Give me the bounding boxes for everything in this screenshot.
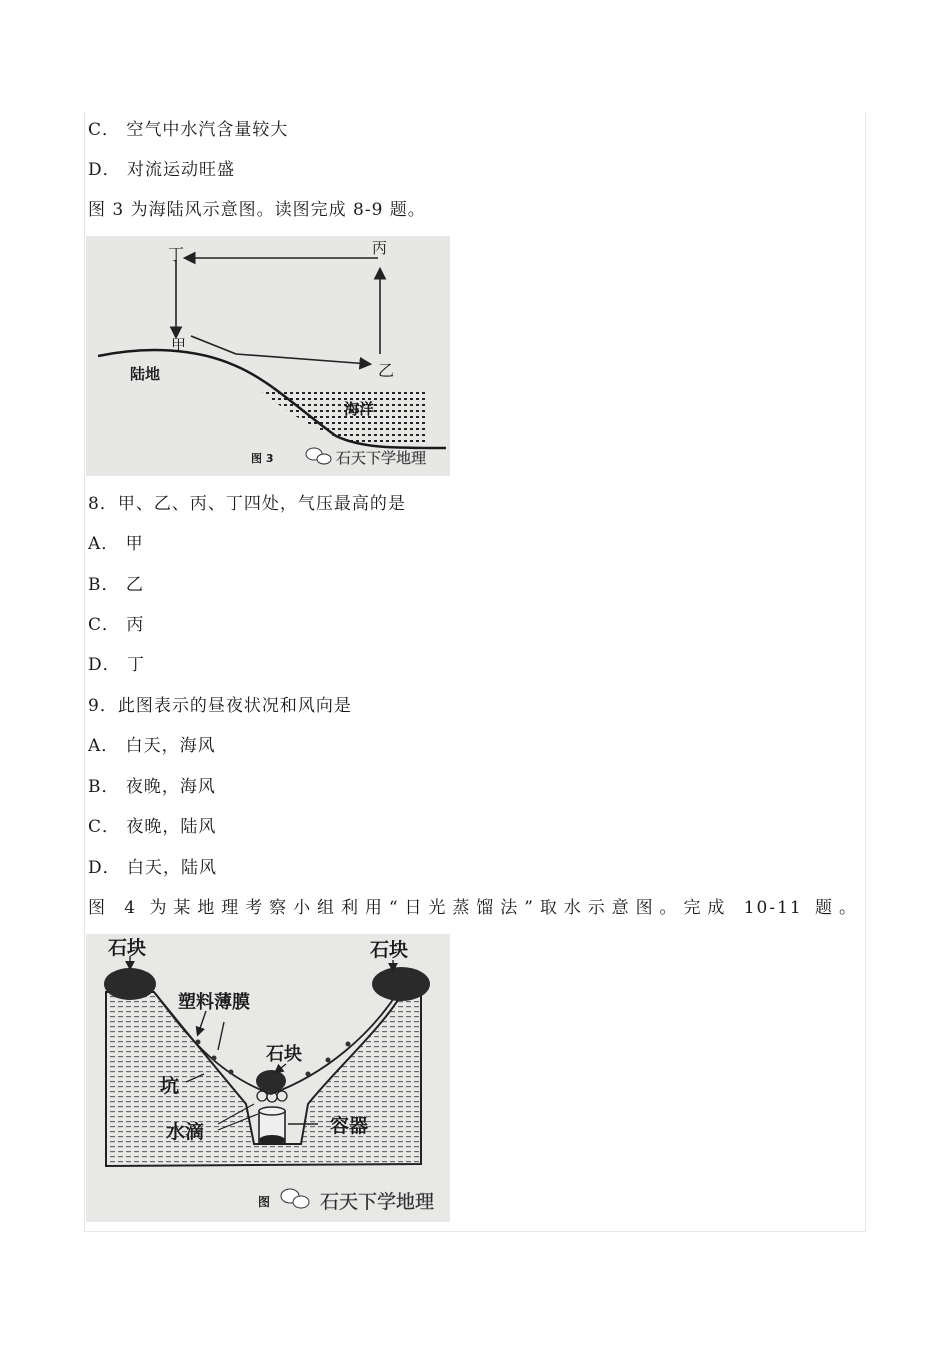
option-8b: B． 乙: [88, 575, 144, 595]
option-9b: B． 夜晚，海风: [88, 777, 216, 797]
figure4-caption: 图: [258, 1195, 271, 1209]
label-jia: 甲: [171, 336, 187, 354]
question-9: 9．此图表示的昼夜状况和风向是: [88, 696, 352, 716]
option-7d: D． 对流运动旺盛: [88, 160, 236, 180]
label-yi: 乙: [378, 361, 395, 380]
label-ocean: 海洋: [344, 400, 375, 418]
label-container: 容器: [330, 1115, 369, 1137]
question-8: 8．甲、乙、丙、丁四处，气压最高的是: [88, 494, 406, 514]
label-bing: 丙: [372, 239, 388, 257]
figure-4-solar-distillation: [86, 934, 450, 1222]
option-9a: A． 白天，海风: [88, 736, 216, 756]
figure-3-sea-land-breeze: [86, 236, 450, 476]
option-8c: C． 丙: [88, 615, 145, 635]
figure4-watermark: 石天下学地理: [320, 1191, 435, 1213]
option-7c: C． 空气中水汽含量较大: [88, 120, 289, 140]
label-plastic-film: 塑料薄膜: [178, 992, 250, 1013]
label-land: 陆地: [130, 365, 161, 383]
stone-right: [372, 967, 430, 1001]
label-stone-center: 石块: [266, 1044, 302, 1065]
option-9c: C． 夜晚，陆风: [88, 817, 217, 837]
option-8d: D． 丁: [88, 655, 146, 675]
figure3-caption: 图 3: [251, 452, 274, 465]
label-water-drops: 水滴: [166, 1121, 205, 1143]
label-stone-left: 石块: [108, 937, 147, 959]
figure3-watermark: 石天下学地理: [336, 449, 427, 467]
option-9d: D． 白天，陆风: [88, 858, 218, 878]
stone-center: [256, 1070, 286, 1092]
option-8a: A． 甲: [88, 534, 144, 554]
stone-left: [104, 968, 156, 1000]
label-pit: 坑: [160, 1075, 180, 1097]
label-ding: 丁: [168, 245, 185, 264]
figure4-intro: 图 4 为某地理考察小组利用“日光蒸馏法”取水示意图。完成 10-11 题。: [88, 898, 858, 918]
label-stone-right: 石块: [370, 939, 409, 961]
figure3-intro: 图 3 为海陆风示意图。读图完成 8-9 题。: [88, 200, 426, 220]
